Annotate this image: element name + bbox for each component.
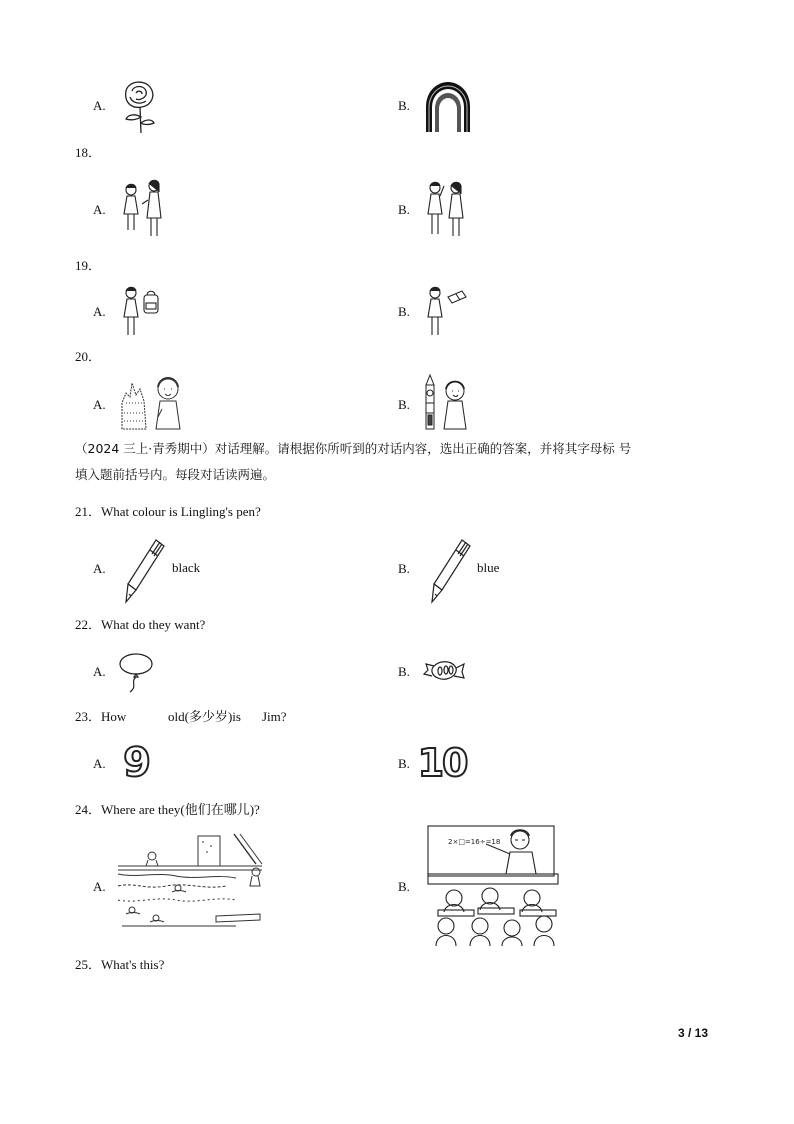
- q24-option-a-label: A.: [93, 879, 106, 894]
- q17-option-a-label: A.: [93, 98, 106, 113]
- two-girls-waving-icon: [424, 178, 470, 240]
- girl-with-schoolbag-icon: [120, 283, 162, 339]
- boy-with-tower-icon: [118, 373, 190, 431]
- q18-number: 18．: [75, 145, 102, 160]
- two-girls-talking-icon: [120, 178, 166, 240]
- q23-question-part2: old(多少岁)is: [168, 709, 241, 724]
- q21-option-b-label: B.: [398, 561, 410, 576]
- q20-number: 20．: [75, 349, 102, 364]
- section-instruction-line1: （2024 三上·青秀期中）对话理解。请根据你所听到的对话内容，选出正确的答案，并将其字母标 号: [75, 441, 632, 456]
- balloon-icon: [116, 652, 156, 694]
- q24-question: 24．Where are they(他们在哪儿)?: [75, 802, 260, 817]
- q19-option-b-label: B.: [398, 304, 410, 319]
- q22-question: 22．What do they want?: [75, 617, 206, 632]
- q23-option-b-numeral: 10: [417, 741, 467, 785]
- q23-option-b-label: B.: [398, 756, 410, 771]
- q19-number: 19．: [75, 258, 102, 273]
- q18-option-b-label: B.: [398, 202, 410, 217]
- q23-option-a-numeral: 9: [123, 740, 151, 786]
- q21-option-a-label: A.: [93, 561, 106, 576]
- q17-option-b-label: B.: [398, 98, 410, 113]
- candy-icon: [424, 656, 464, 686]
- number-nine-icon: [118, 740, 156, 786]
- q23-option-a-label: A.: [93, 756, 106, 771]
- q20-option-a-label: A.: [93, 397, 106, 412]
- q24-option-b-label: B.: [398, 879, 410, 894]
- q22-option-b-label: B.: [398, 664, 410, 679]
- q20-option-b-label: B.: [398, 397, 410, 412]
- q22-option-a-label: A.: [93, 664, 106, 679]
- rainbow-icon: [424, 80, 472, 134]
- rose-icon: [118, 77, 160, 135]
- girl-with-eraser-icon: [424, 283, 470, 339]
- q21-option-a-word: black: [172, 560, 201, 575]
- number-ten-icon: [417, 741, 467, 785]
- q21-option-b-word: blue: [477, 560, 500, 575]
- classroom-icon: [424, 822, 560, 948]
- section-instruction: [75, 436, 715, 488]
- pen-icon: [120, 536, 168, 606]
- q25-question: 25．What's this?: [75, 957, 165, 972]
- page-number: 3 / 13: [677, 1026, 708, 1040]
- q18-option-a-label: A.: [93, 202, 106, 217]
- q21-question: 21．What colour is Lingling's pen?: [75, 504, 261, 519]
- swimming-pool-icon: [116, 830, 264, 928]
- q23-question-part3: Jim?: [262, 709, 287, 724]
- pen-icon: [426, 536, 474, 606]
- q24-board-text: 2×□=16÷=18: [448, 838, 501, 846]
- q23-question-part1: 23．How: [75, 709, 127, 724]
- section-instruction-line2: 填入题前括号内。每段对话读两遍。: [75, 467, 276, 482]
- q19-option-a-label: A.: [93, 304, 106, 319]
- boy-with-big-ben-icon: [422, 373, 472, 431]
